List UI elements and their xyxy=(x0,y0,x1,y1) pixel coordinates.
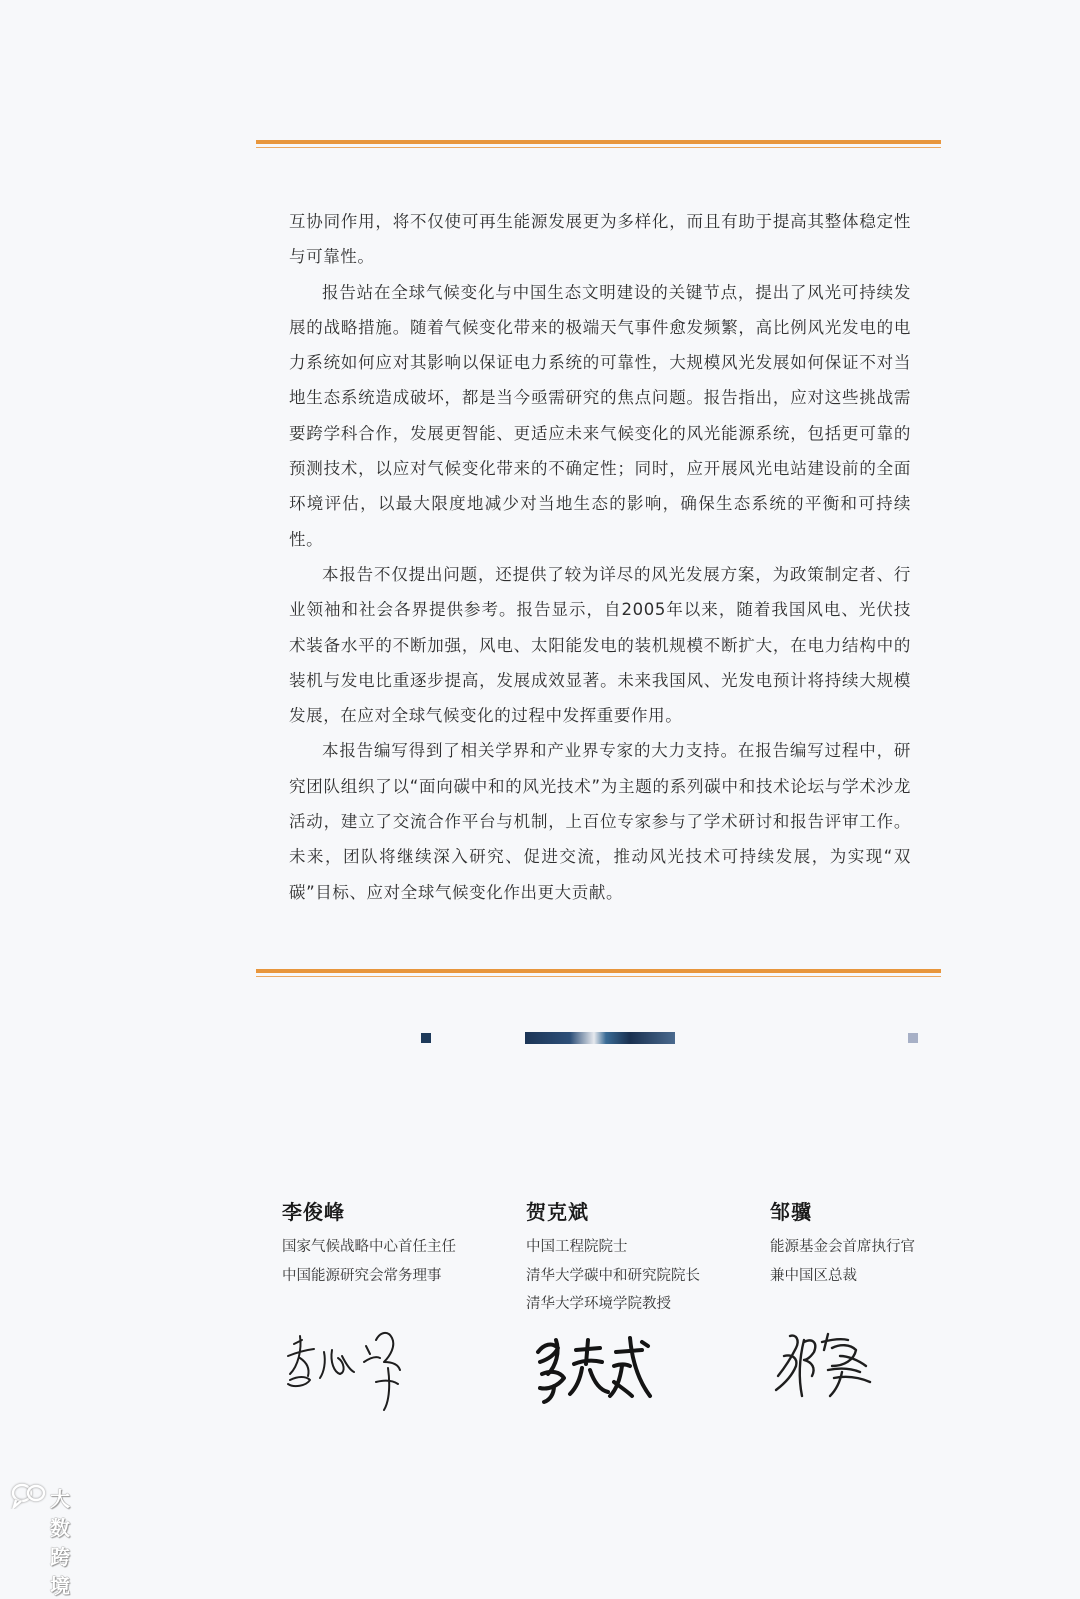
author-title: 清华大学碳中和研究院院长 xyxy=(526,1267,700,1284)
author-title: 能源基金会首席执行官 xyxy=(770,1239,915,1255)
body-text xyxy=(289,204,911,910)
paragraph-2: 报告站在全球气候变化与中国生态文明建设的关键节点，提出了风光可持续发展的战略措施。随着气候变化带来的极端天气事件愈发频繁，高比例风光发电的电力系统如何应对其影响以保证电力系统的可靠性，大规模风光发展如何保证不对当地生态系统造成破坏，都是当今亟需研究的焦点问题。报告指出，应对这些挑战需要跨学科合作，发展更智能、更适应未来气候变化的风光能源系统，包括更可靠的预测技术，以应对气候变化带来的不确定性；同时，应开展风光电站建设前的全面环境评估，以最大限度地减少对当地生态的影响，确保生态系统的平衡和可持续性。 xyxy=(289,282,911,549)
author-title: 国家气候战略中心首任主任 xyxy=(282,1239,456,1255)
author-title: 中国能源研究会常务理事 xyxy=(282,1267,442,1284)
author-title: 中国工程院院士 xyxy=(526,1239,628,1255)
paragraph-3: 本报告不仅提出问题，还提供了较为详尽的风光发展方案，为政策制定者、行业领袖和社会各界提供参考。报告显示，自2005年以来，随着我国风电、光伏技术装备水平的不断加强，风电、太阳能发电的装机规模不断扩大，在电力结构中的装机与发电比重逐步提高，发展成效显著。未来我国风、光发电预计将持续大规模发展，在应对全球气候变化的过程中发挥重要作用。 xyxy=(289,564,911,726)
author-card-li-junfeng xyxy=(282,1196,522,1290)
cropped-photo-strip xyxy=(525,1032,675,1044)
author-card-zou-ji xyxy=(770,1196,1010,1290)
author-card-he-kebin xyxy=(526,1196,766,1319)
chat-bubble-logo-icon xyxy=(10,1481,48,1509)
signature-li-junfeng xyxy=(280,1322,410,1417)
author-name: 李俊峰 xyxy=(282,1200,345,1224)
author-title: 兼中国区总裁 xyxy=(770,1267,857,1284)
paragraph-1: 互协同作用，将不仅使可再生能源发展更为多样化，而且有助于提高其整体稳定性与可靠性。 xyxy=(289,212,911,267)
signature-he-kebin xyxy=(530,1330,660,1410)
author-name: 贺克斌 xyxy=(526,1200,589,1224)
watermark-text: 大数跨境 xyxy=(50,1487,71,1598)
decorative-square-dark xyxy=(421,1033,431,1043)
top-divider xyxy=(256,140,941,148)
author-name: 邹骥 xyxy=(770,1200,812,1224)
signature-zou-ji xyxy=(770,1326,890,1406)
bottom-divider xyxy=(256,969,941,977)
author-title: 清华大学环境学院教授 xyxy=(526,1296,671,1312)
paragraph-4: 本报告编写得到了相关学界和产业界专家的大力支持。在报告编写过程中，研究团队组织了以“面向碳中和的风光技术”为主题的系列碳中和技术论坛与学术沙龙活动，建立了交流合作平台与机制，上百位专家参与了学术研讨和报告评审工作。未来，团队将继续深入研究、促进交流，推动风光技术可持续发展，为实现“双碳”目标、应对全球气候变化作出更大贡献。 xyxy=(289,741,911,902)
watermark xyxy=(10,1481,71,1598)
decorative-square-light xyxy=(908,1033,918,1043)
